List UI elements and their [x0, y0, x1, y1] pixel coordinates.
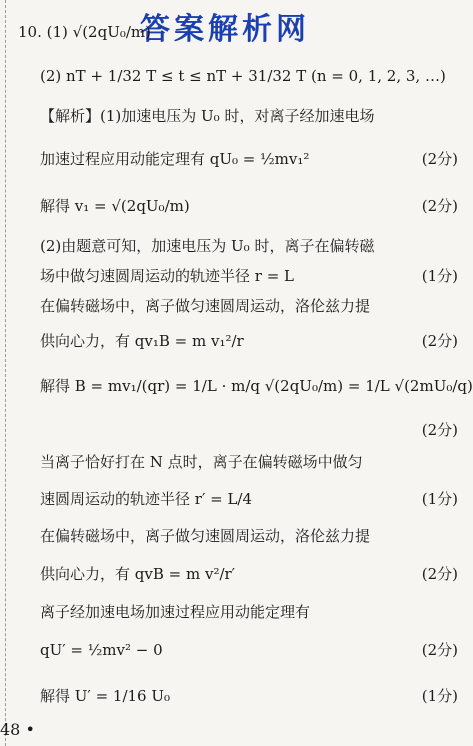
watermark: 答案解析网	[140, 12, 310, 47]
line-text: 加速过程应用动能定理有 qU₀ = ½mv₁²	[40, 150, 310, 168]
score: (1分)	[421, 267, 458, 285]
line-text: (2)由题意可知，加速电压为 U₀ 时，离子在偏转磁	[40, 237, 375, 255]
analysis-line-2	[40, 145, 466, 173]
line-text: 10. (1) √(2qU₀/m)	[18, 23, 151, 41]
line-text: 解得 U′ = 1/16 U₀	[40, 687, 171, 705]
analysis-line-16	[40, 682, 466, 710]
analysis-line-5	[40, 262, 466, 290]
score: (2分)	[421, 641, 458, 659]
score: (2分)	[421, 332, 458, 350]
score: (2分)	[421, 565, 458, 583]
analysis-line-7	[40, 327, 466, 355]
analysis-line-8	[40, 372, 473, 400]
binding-rule	[5, 0, 6, 746]
line-text: 速圆周运动的轨迹半径 r′ = L/4	[40, 490, 253, 508]
score: (2分)	[421, 150, 458, 168]
line-text: (2) nT + 1/32 T ≤ t ≤ nT + 31/32 T (n = 0, 1, 2, 3, …)	[40, 67, 446, 85]
score: (2分)	[421, 421, 458, 439]
analysis-line-12	[40, 522, 466, 550]
line-text: 解得 B = mv₁/(qr) = 1/L · m/q √(2qU₀/m) = 1/L √(2mU₀/q)	[40, 377, 473, 395]
line-text: 【解析】(1)加速电压为 U₀ 时，对离子经加速电场	[40, 107, 375, 125]
line-text: qU′ = ½mv² − 0	[40, 641, 163, 659]
analysis-line-6	[40, 292, 466, 320]
line-text: 供向心力，有 qv₁B = m v₁²/r	[40, 332, 244, 350]
line-text: 在偏转磁场中，离子做匀速圆周运动，洛伦兹力提	[40, 297, 371, 315]
line-text: 离子经加速电场加速过程应用动能定理有	[40, 603, 311, 621]
line-text: 当离子恰好打在 N 点时，离子在偏转磁场中做匀	[40, 453, 363, 471]
line-text: 在偏转磁场中，离子做匀速圆周运动，洛伦兹力提	[40, 527, 371, 545]
analysis-line-14	[40, 598, 466, 626]
analysis-line-3	[40, 192, 466, 220]
answer-line-1	[18, 18, 466, 46]
analysis-line-9	[40, 416, 466, 444]
analysis-line-1	[40, 102, 466, 130]
analysis-line-11	[40, 485, 466, 513]
score: (2分)	[421, 197, 458, 215]
line-text: 场中做匀速圆周运动的轨迹半径 r = L	[40, 267, 295, 285]
page-number: 48 •	[0, 720, 35, 739]
analysis-line-13	[40, 560, 466, 588]
analysis-line-10	[40, 448, 466, 476]
answer-line-2	[40, 62, 466, 90]
analysis-line-4	[40, 232, 466, 260]
line-text: 解得 v₁ = √(2qU₀/m)	[40, 197, 190, 215]
analysis-line-15	[40, 636, 466, 664]
score: (1分)	[421, 490, 458, 508]
score: (1分)	[421, 687, 458, 705]
line-text: 供向心力，有 qvB = m v²/r′	[40, 565, 236, 583]
